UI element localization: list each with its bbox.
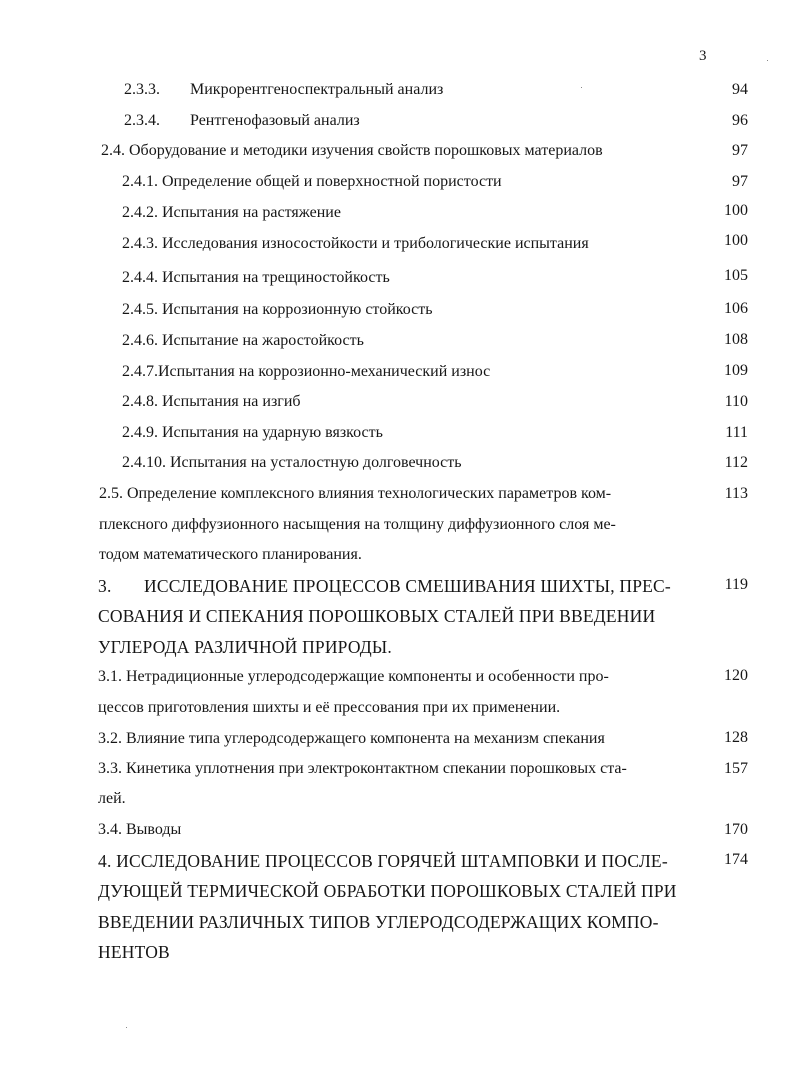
chapter-title: ИССЛЕДОВАНИЕ ПРОЦЕССОВ СМЕШИВАНИЯ ШИХТЫ, ПРЕС- — [144, 576, 671, 596]
toc-entry-title: Нетрадиционные углеродсодержащие компоненты и особенности про- — [126, 668, 609, 685]
toc-entry-title: Рентгенофазовый анализ — [190, 112, 360, 129]
toc-entry-title: Испытания на коррозионно-механический износ — [158, 363, 491, 380]
toc-entry-number: 3.1. — [98, 668, 122, 685]
toc-entry — [98, 820, 181, 840]
toc-entry-number: 2.4.9. — [122, 424, 158, 441]
toc-entry-title: Выводы — [126, 821, 182, 838]
toc-entry-number: 3.3. — [98, 760, 122, 777]
toc-entry-number: 2.3.4. — [124, 112, 160, 129]
toc-entry-title: Влияние типа углеродсодержащего компонента на механизм спекания — [126, 730, 605, 747]
chapter-heading-line — [98, 575, 671, 597]
toc-entry-page: 97 — [732, 142, 748, 159]
page-number: 3 — [699, 48, 707, 64]
chapter-heading-line: ДУЮЩЕЙ ТЕРМИЧЕСКОЙ ОБРАБОТКИ ПОРОШКОВЫХ СТАЛЕЙ ПРИ — [98, 881, 677, 901]
toc-entry-number: 2.4.6. — [122, 332, 158, 349]
chapter-heading-line: СОВАНИЯ И СПЕКАНИЯ ПОРОШКОВЫХ СТАЛЕЙ ПРИ ВВЕДЕНИИ — [98, 606, 656, 626]
toc-entry — [101, 141, 603, 161]
toc-entry-line: цессов приготовления шихты и её прессования при их применении. — [98, 699, 561, 716]
toc-entry-title: Испытание на жаростойкость — [162, 332, 364, 349]
chapter-heading-line: УГЛЕРОДА РАЗЛИЧНОЙ ПРИРОДЫ. — [98, 637, 392, 657]
toc-entry — [122, 423, 383, 443]
toc-entry-page: 106 — [724, 300, 748, 317]
toc-entry — [122, 203, 341, 223]
toc-entry-line: тодом математического планирования. — [99, 546, 362, 563]
toc-entry-page: 120 — [724, 667, 748, 684]
toc-entry-page: 112 — [724, 454, 748, 471]
toc-entry-page: 96 — [732, 112, 748, 129]
toc-entry-page: 105 — [724, 267, 748, 284]
chapter-title: ИССЛЕДОВАНИЕ ПРОЦЕССОВ ГОРЯЧЕЙ ШТАМПОВКИ И ПОСЛЕ- — [116, 851, 668, 871]
toc-entry-number: 2.4.8. — [122, 393, 158, 410]
toc-entry-title: Оборудование и методики изучения свойств порошковых материалов — [129, 142, 603, 159]
toc-entry — [122, 172, 502, 192]
toc-entry-number: 2.4.1. — [122, 173, 158, 190]
scan-speck — [126, 1027, 127, 1028]
toc-entry-title: Испытания на ударную вязкость — [162, 424, 383, 441]
toc-entry-page: 157 — [724, 760, 748, 777]
toc-entry-title: Испытания на усталостную долговечность — [170, 454, 462, 471]
toc-entry-number: 2.4. — [101, 142, 125, 159]
toc-entry-page: 109 — [724, 362, 748, 379]
toc-entry-page: 119 — [724, 576, 748, 593]
chapter-heading-line — [98, 850, 668, 872]
scan-speck — [581, 87, 582, 88]
toc-entry — [122, 362, 490, 382]
toc-entry-line: плексного диффузионного насыщения на толщину диффузионного слоя ме- — [99, 516, 616, 533]
toc-entry — [122, 453, 462, 473]
toc-entry-title: Исследования износостойкости и трибологические испытания — [162, 235, 589, 252]
scan-speck — [767, 60, 768, 61]
toc-entry-page: 128 — [724, 729, 748, 746]
toc-entry-number: 2.3.3. — [124, 81, 160, 98]
toc-entry — [122, 331, 364, 351]
toc-entry-number: 2.4.2. — [122, 204, 158, 221]
toc-entry-page: 174 — [724, 851, 748, 868]
chapter-heading-line: ВВЕДЕНИИ РАЗЛИЧНЫХ ТИПОВ УГЛЕРОДСОДЕРЖАЩИХ КОМПО- — [98, 912, 659, 932]
toc-entry-number: 2.4.4. — [122, 269, 158, 286]
toc-entry — [122, 392, 301, 412]
toc-entry-line: лей. — [98, 790, 126, 807]
toc-entry-title: Определение комплексного влияния технологических параметров ком- — [127, 485, 612, 502]
toc-entry-page: 97 — [732, 173, 748, 190]
toc-entry — [124, 111, 360, 131]
toc-entry-page: 111 — [725, 424, 748, 441]
toc-entry — [122, 234, 589, 254]
toc-entry — [124, 80, 443, 100]
toc-entry-page: 110 — [724, 393, 748, 410]
toc-entry-title: Микрорентгеноспектральный анализ — [190, 81, 444, 98]
toc-entry-title: Испытания на растяжение — [162, 204, 341, 221]
toc-entry-title: Испытания на коррозионную стойкость — [162, 301, 433, 318]
chapter-number: 3. — [98, 576, 112, 596]
chapter-number: 4. — [98, 851, 112, 871]
toc-entry-title: Испытания на трещиностойкость — [162, 269, 390, 286]
toc-entry-number: 3.4. — [98, 821, 122, 838]
toc-entry-title: Испытания на изгиб — [162, 393, 301, 410]
toc-entry — [122, 268, 390, 288]
toc-entry-line — [99, 484, 685, 504]
toc-entry-page: 94 — [732, 81, 748, 98]
toc-entry-number: 2.4.3. — [122, 235, 158, 252]
toc-entry-page: 113 — [724, 485, 748, 502]
toc-entry-page: 100 — [724, 202, 748, 219]
toc-entry-title: Определение общей и поверхностной пористости — [162, 173, 502, 190]
toc-entry-line — [98, 759, 627, 779]
toc-entry-page: 170 — [724, 821, 748, 838]
toc-entry-number: 3.2. — [98, 730, 122, 747]
toc-entry-number: 2.5. — [99, 485, 123, 502]
toc-entry-title: Кинетика уплотнения при электроконтактном спекании порошковых ста- — [126, 760, 627, 777]
toc-entry-number: 2.4.5. — [122, 301, 158, 318]
toc-entry-line — [98, 667, 609, 687]
toc-entry-number: 2.4.10. — [122, 454, 166, 471]
toc-entry — [122, 300, 433, 320]
toc-entry — [98, 729, 605, 749]
toc-entry-page: 108 — [724, 331, 748, 348]
chapter-heading-line: НЕНТОВ — [98, 942, 170, 962]
toc-entry-page: 100 — [724, 232, 748, 249]
toc-entry-number: 2.4.7. — [122, 363, 158, 380]
